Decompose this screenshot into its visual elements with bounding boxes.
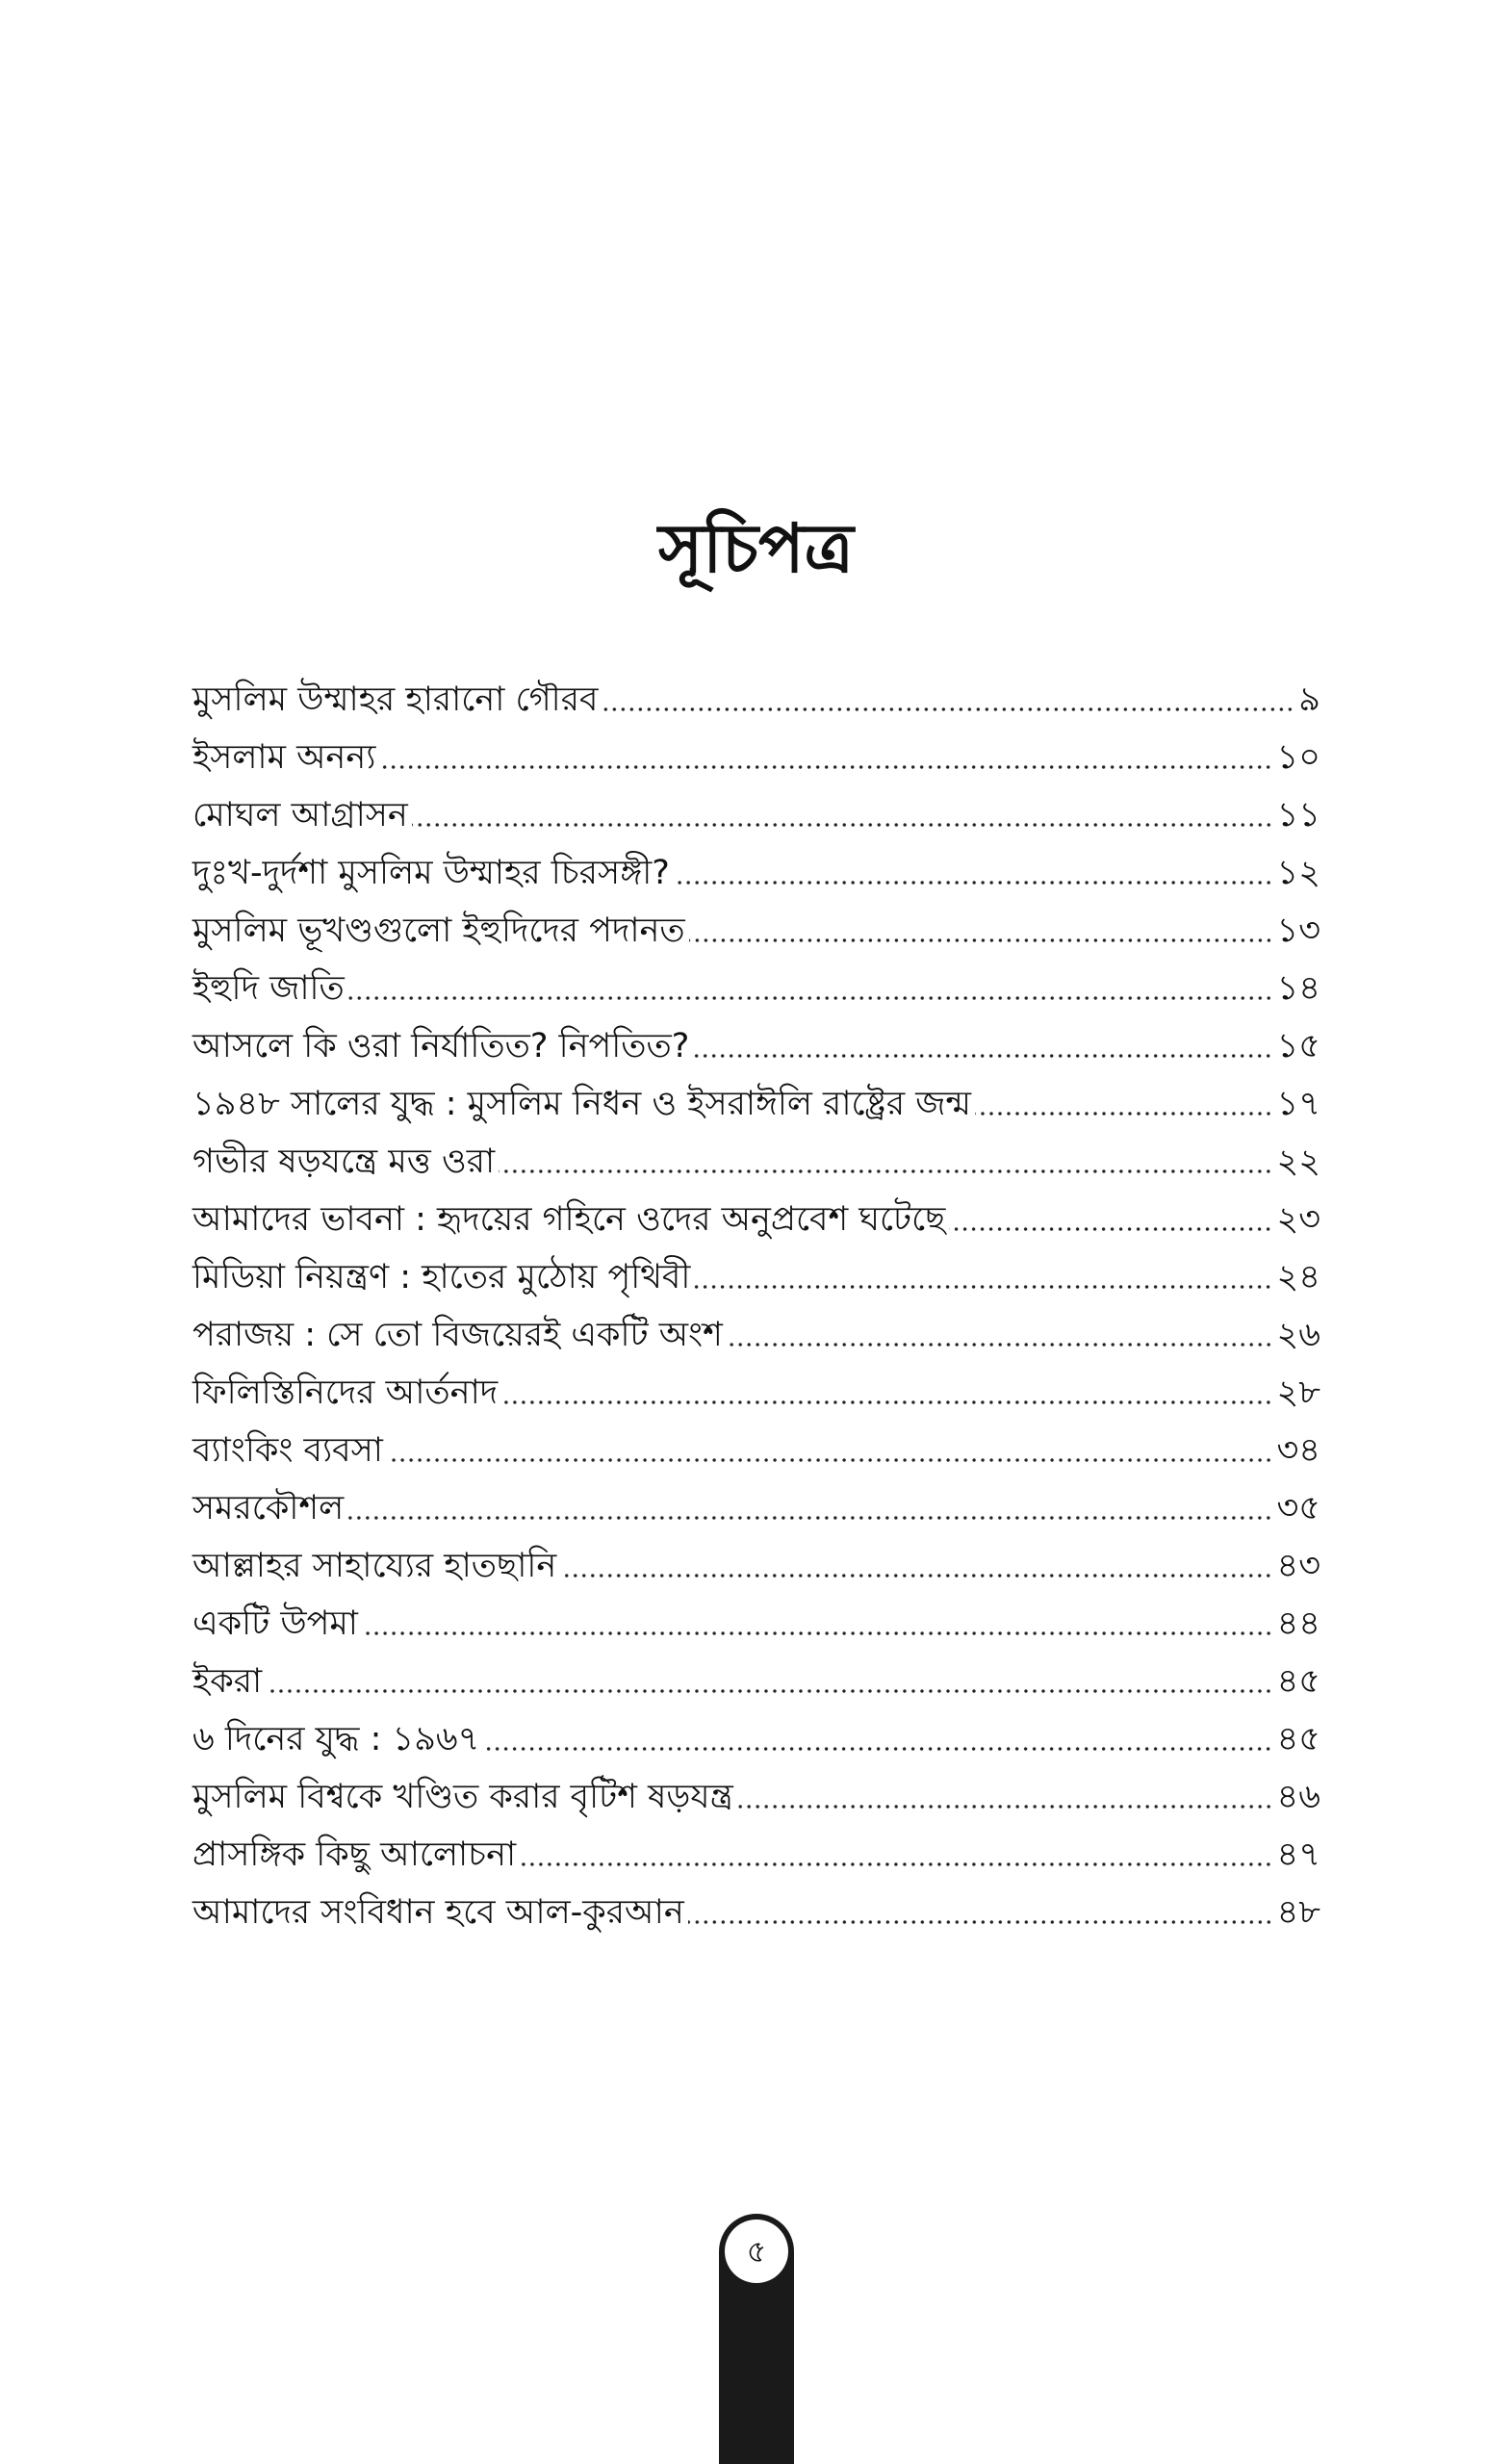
dot-leader [412, 823, 1273, 827]
toc-entry [192, 953, 1320, 1011]
toc-entry-page: ৪৫ [1276, 1720, 1320, 1758]
toc-entry [192, 664, 1320, 722]
toc-entry [192, 1704, 1320, 1761]
toc-entry-page: ২৮ [1276, 1373, 1320, 1412]
dot-leader [520, 1862, 1272, 1866]
toc-entry [192, 1357, 1320, 1415]
toc-entry [192, 1473, 1320, 1530]
toc-entry-title: মিডিয়া নিয়ন্ত্রণ : হাতের মুঠোয় পৃথিবী [192, 1258, 691, 1296]
dot-leader [689, 938, 1273, 942]
table-of-contents [192, 664, 1320, 1935]
toc-entry-page: ৯ [1298, 680, 1320, 719]
toc-entry-page: ৩৪ [1276, 1431, 1320, 1470]
toc-entry-page: ১০ [1276, 738, 1320, 777]
toc-entry-title: একটি উপমা [192, 1604, 358, 1643]
toc-entry-title: মুসলিম বিশ্বকে খণ্ডিত করার বৃটিশ ষড়যন্ত্র [192, 1778, 733, 1816]
toc-entry-page: ৪৪ [1276, 1604, 1320, 1643]
dot-leader [727, 1343, 1273, 1347]
toc-entry-title: গভীর ষড়যন্ত্রে মত্ত ওরা [192, 1142, 496, 1181]
dot-leader [501, 1400, 1272, 1404]
toc-entry-title: আল্লাহর সাহায্যের হাতছানি [192, 1547, 557, 1585]
toc-entry [192, 1126, 1320, 1184]
toc-entry-title: ১৯৪৮ সালের যুদ্ধ : মুসলিম নিধন ও ইসরাঈলি রাষ্ট্রের জন্ম [192, 1085, 972, 1123]
dot-leader [348, 996, 1273, 1000]
toc-entry-page: ২৩ [1276, 1200, 1320, 1239]
toc-entry-page: ১৩ [1276, 911, 1320, 950]
toc-entry-title: প্রাসঙ্গিক কিছু আলোচনা [192, 1835, 517, 1874]
dot-leader [266, 1689, 1272, 1693]
toc-entry [192, 1819, 1320, 1877]
toc-entry-page: ১৪ [1276, 969, 1320, 1008]
toc-entry [192, 1184, 1320, 1242]
dot-leader [387, 1458, 1273, 1462]
toc-entry [192, 1299, 1320, 1357]
toc-entry-title: ইসলাম অনন্য [192, 738, 376, 777]
toc-entry [192, 1242, 1320, 1299]
toc-entry-page: ২৪ [1276, 1258, 1320, 1296]
toc-entry [192, 895, 1320, 953]
dot-leader [347, 1516, 1272, 1520]
dot-leader [362, 1631, 1273, 1635]
dot-leader [560, 1574, 1272, 1578]
dot-leader [688, 1920, 1273, 1924]
toc-entry [192, 1068, 1320, 1126]
toc-entry-page: ৪৬ [1276, 1778, 1320, 1816]
dot-leader [949, 1227, 1272, 1231]
toc-entry-title: ব্যাংকিং ব্যবসা [192, 1431, 383, 1470]
toc-entry [192, 1011, 1320, 1068]
toc-entry [192, 1761, 1320, 1819]
toc-entry-page: ১২ [1276, 854, 1320, 892]
page-title: সূচিপত্র [658, 509, 854, 588]
dot-leader [737, 1805, 1273, 1809]
toc-entry [192, 1588, 1320, 1646]
toc-entry-title: মুসলিম উম্মাহর হারানো গৌরব [192, 680, 599, 719]
page-number-tab [719, 2214, 794, 2464]
page-number: ৫ [725, 2220, 788, 2283]
dot-leader [694, 1285, 1272, 1289]
toc-entry-page: ৪৮ [1276, 1893, 1320, 1932]
toc-entry [192, 1530, 1320, 1588]
toc-entry [192, 780, 1320, 837]
toc-entry-title: ইকরা [192, 1662, 263, 1701]
toc-entry-title: মোঘল আগ্রাসন [192, 796, 408, 834]
toc-entry [192, 1646, 1320, 1704]
toc-entry-title: আমাদের সংবিধান হবে আল-কুরআন [192, 1893, 684, 1932]
toc-entry-title: সমরকৌশল [192, 1489, 345, 1527]
toc-entry-title: ৬ দিনের যুদ্ধ : ১৯৬৭ [192, 1720, 480, 1758]
toc-entry [192, 1877, 1320, 1935]
toc-entry-title: আসলে কি ওরা নির্যাতিত? নিপতিত? [192, 1027, 690, 1065]
toc-entry-title: দুঃখ-দুর্দশা মুসলিম উম্মাহর চিরসঙ্গী? [192, 854, 670, 892]
dot-leader [499, 1169, 1272, 1173]
dot-leader [379, 765, 1272, 769]
toc-entry-page: ১১ [1276, 796, 1320, 834]
dot-leader [602, 707, 1294, 711]
toc-entry-page: ১৭ [1276, 1085, 1320, 1123]
toc-entry [192, 722, 1320, 780]
toc-entry-title: পরাজয় : সে তো বিজয়েরই একটি অংশ [192, 1316, 723, 1354]
dot-leader [674, 881, 1273, 885]
toc-entry [192, 1415, 1320, 1473]
dot-leader [975, 1112, 1273, 1116]
toc-entry-title: আমাদের ভাবনা : হৃদয়ের গহিনে ওদের অনুপ্রবেশ ঘটেছে [192, 1200, 946, 1239]
toc-entry [192, 837, 1320, 895]
toc-entry-page: ৩৫ [1276, 1489, 1320, 1527]
toc-entry-title: মুসলিম ভূখণ্ডগুলো ইহুদিদের পদানত [192, 911, 685, 950]
toc-entry-page: ১৫ [1276, 1027, 1320, 1065]
toc-entry-page: ২৬ [1276, 1316, 1320, 1354]
toc-entry-title: ফিলিস্তিনিদের আর্তনাদ [192, 1373, 499, 1412]
toc-entry-page: ৪৫ [1276, 1662, 1320, 1701]
toc-entry-page: ৪৩ [1276, 1547, 1320, 1585]
dot-leader [693, 1054, 1272, 1058]
toc-entry-page: ৪৭ [1276, 1835, 1320, 1874]
toc-entry-title: ইহুদি জাতি [192, 969, 345, 1008]
toc-entry-page: ২২ [1276, 1142, 1320, 1181]
dot-leader [483, 1747, 1272, 1751]
